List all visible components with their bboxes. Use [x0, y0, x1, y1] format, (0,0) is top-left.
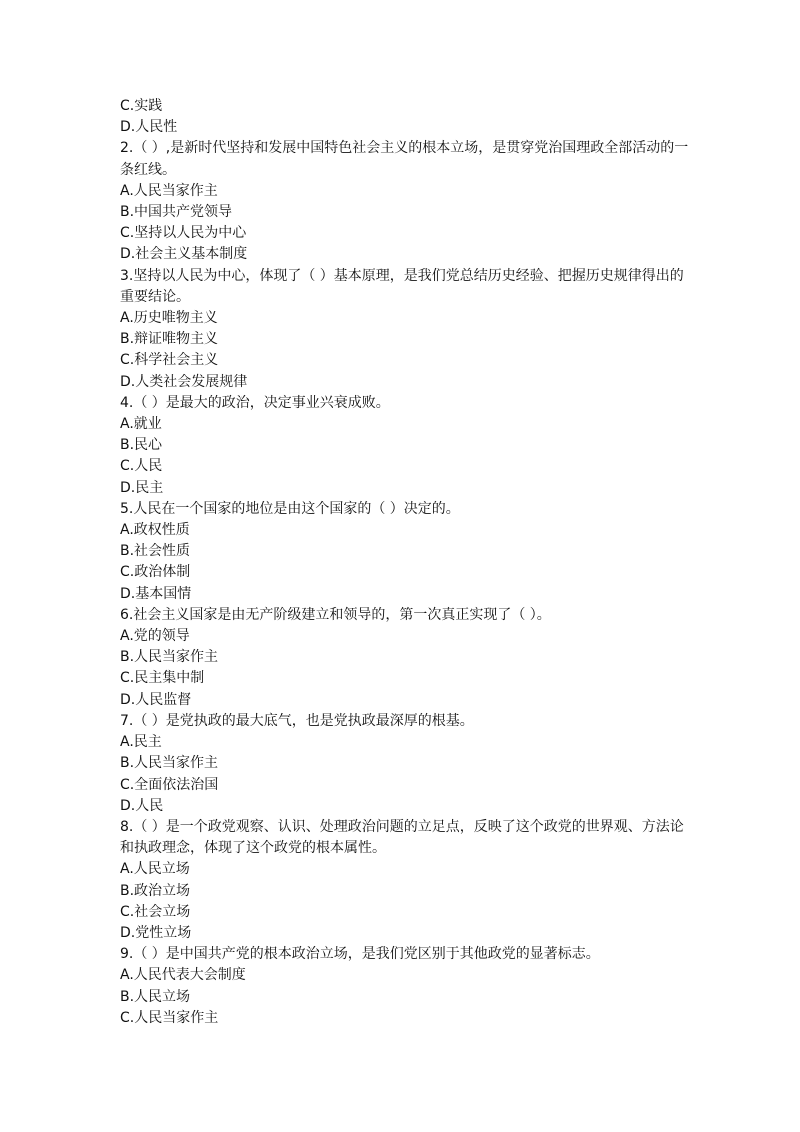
- option: C.科学社会主义: [120, 352, 219, 369]
- option: A.人民立场: [120, 861, 190, 878]
- question-8: [120, 817, 690, 944]
- option: B.社会性质: [120, 543, 191, 560]
- option: D.人类社会发展规律: [120, 373, 248, 390]
- option: C.坚持以人民为中心: [120, 225, 247, 242]
- option: C.民主集中制: [120, 670, 205, 687]
- question-text: 5.人民在一个国家的地位是由这个国家的（ ）决定的。: [120, 500, 460, 517]
- question-text: 4.（ ）是最大的政治，决定事业兴衰成败。: [120, 394, 390, 411]
- option: C.人民当家作主: [120, 1009, 219, 1026]
- option: D.党性立场: [120, 924, 192, 941]
- option: A.党的领导: [120, 628, 190, 645]
- option: C.人民: [120, 458, 163, 475]
- question-text: 6.社会主义国家是由无产阶级建立和领导的，第一次真正实现了（ ）。: [120, 606, 551, 623]
- question-2: [120, 138, 690, 265]
- question-6: [120, 605, 690, 711]
- option: B.辩证唯物主义: [120, 331, 219, 348]
- option: A.民主: [120, 734, 162, 751]
- option: C.实践: [120, 98, 163, 114]
- question-3: [120, 266, 690, 393]
- option: A.政权性质: [120, 522, 190, 539]
- question-text: 8.（ ）是一个政党观察、认识、处理政治问题的立足点，反映了这个政党的世界观、方法论和执政理念，体现了这个政党的根本属性。: [120, 818, 684, 857]
- continuation-options: [120, 96, 690, 138]
- question-text: 3.坚持以人民为中心，体现了（ ）基本原理，是我们党总结历史经验、把握历史规律得出的重要结论。: [120, 267, 684, 305]
- question-text: 2.（ ）,是新时代坚持和发展中国特色社会主义的根本立场，是贯穿党治国理政全部活动的一条红线。: [120, 140, 689, 178]
- option: A.历史唯物主义: [120, 310, 218, 327]
- question-text: 7.（ ）是党执政的最大底气，也是党执政最深厚的根基。: [120, 712, 474, 729]
- option: D.人民: [120, 797, 164, 814]
- option: D.人民性: [120, 119, 178, 136]
- option: B.中国共产党领导: [120, 204, 233, 221]
- option: D.人民监督: [120, 691, 192, 708]
- option: B.人民当家作主: [120, 755, 219, 772]
- question-4: [120, 393, 690, 499]
- document-page: [120, 96, 690, 1029]
- question-7: [120, 711, 690, 817]
- option: B.人民立场: [120, 988, 191, 1005]
- option: A.人民代表大会制度: [120, 967, 246, 984]
- option: C.社会立场: [120, 903, 191, 920]
- option: D.民主: [120, 479, 164, 496]
- option: B.人民当家作主: [120, 649, 219, 666]
- option: D.基本国情: [120, 585, 192, 602]
- option: C.政治体制: [120, 564, 191, 581]
- option: D.社会主义基本制度: [120, 246, 248, 263]
- option: A.就业: [120, 416, 162, 433]
- question-9: [120, 944, 690, 1029]
- option: B.政治立场: [120, 882, 191, 899]
- option: B.民心: [120, 437, 163, 454]
- option: C.全面依法治国: [120, 776, 219, 793]
- option: A.人民当家作主: [120, 182, 218, 199]
- question-5: [120, 499, 690, 605]
- question-text: 9.（ ）是中国共产党的根本政治立场，是我们党区别于其他政党的显著标志。: [120, 946, 600, 963]
